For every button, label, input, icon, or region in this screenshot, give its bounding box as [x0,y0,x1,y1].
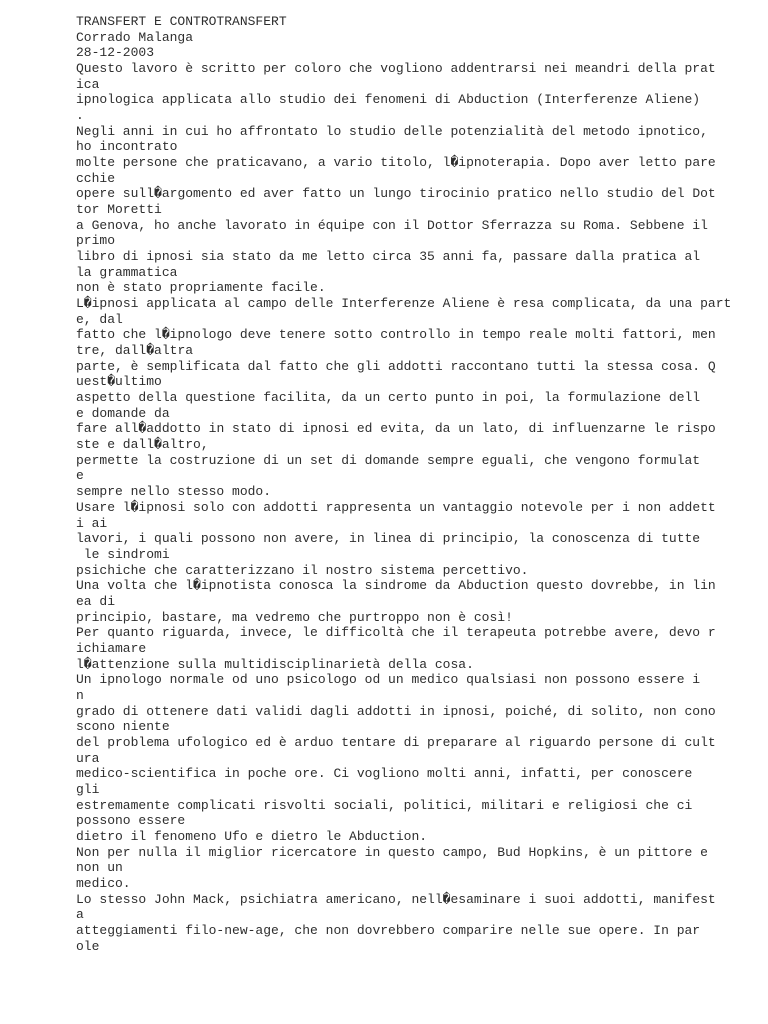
text-line: Non per nulla il miglior ricercatore in questo campo, Bud Hopkins, è un pittore e [76,844,708,860]
text-line: ica [76,76,100,92]
text-line: uest�ultimo [76,374,162,390]
text-line: scono niente [76,719,170,735]
text-line: tor Moretti [76,202,162,218]
text-line: tre, dall�altra [76,343,194,359]
text-line: a [76,907,84,923]
text-line: parte, è semplificata dal fatto che gli addotti raccontano tutti la stessa cosa. Q [76,358,716,374]
text-line: TRANSFERT E CONTROTRANSFERT [76,14,287,29]
text-line: ste e dall�altro, [76,437,209,453]
text-line: fatto che l�ipnologo deve tenere sotto controllo in tempo reale molti fattori, men [76,327,716,343]
text-line: la grammatica [76,264,178,280]
text-line: ura [76,750,100,766]
text-line: e [76,468,84,484]
text-line: a Genova, ho anche lavorato in équipe con il Dottor Sferrazza su Roma. Sebbene il [76,217,708,233]
text-line: opere sull�argomento ed aver fatto un lungo tirocinio pratico nello studio del Dot [76,186,716,202]
text-line: e, dal [76,311,123,327]
text-line: Per quanto riguarda, invece, le difficoltà che il terapeuta potrebbe avere, devo r [76,625,716,641]
text-line: ichiamare [76,640,147,656]
text-line: medico. [76,875,131,891]
text-line: cchie [76,170,116,186]
text-line: le sindromi [76,546,170,562]
text-line: aspetto della questione facilita, da un certo punto in poi, la formulazione dell [76,390,701,406]
text-line: Negli anni in cui ho affrontato lo studio delle potenzialità del metodo ipnotico, [76,123,708,139]
text-line: grado di ottenere dati validi dagli addotti in ipnosi, poiché, di solito, non cono [76,703,716,719]
text-line: Un ipnologo normale od uno psicologo od un medico qualsiasi non possono essere i [76,672,701,688]
text-line: psichiche che caratterizzano il nostro sistema percettivo. [76,562,529,578]
text-line: del problema ufologico ed è arduo tentare di preparare al riguardo persone di cult [76,734,716,750]
text-line: . [76,108,84,124]
document-text [76,14,736,954]
text-line: L�ipnosi applicata al campo delle Interferenze Aliene è resa complicata, da una part [76,296,732,312]
text-line: principio, bastare, ma vedremo che purtroppo non è così! [76,609,513,625]
text-line: molte persone che praticavano, a vario titolo, l�ipnoterapia. Dopo aver letto pare [76,155,716,171]
text-line: gli [76,781,100,797]
text-line: possono essere [76,813,186,829]
text-line: sempre nello stesso modo. [76,484,272,500]
text-line: ea di [76,593,116,609]
text-line: l�attenzione sulla multidisciplinarietà della cosa. [76,656,474,672]
text-line: medico-scientifica in poche ore. Ci vogliono molti anni, infatti, per conoscere [76,766,693,782]
text-line: fare all�addotto in stato di ipnosi ed evita, da un lato, di influenzarne le rispo [76,421,716,437]
text-line: ole [76,938,100,954]
text-line: primo [76,233,116,249]
text-line: non è stato propriamente facile. [76,280,326,296]
text-line: e domande da [76,405,170,421]
text-line: ho incontrato [76,139,178,155]
text-line: Usare l�ipnosi solo con addotti rappresenta un vantaggio notevole per i non addett [76,499,716,515]
text-line: permette la costruzione di un set di domande sempre eguali, che vengono formulat [76,452,701,468]
text-line: libro di ipnosi sia stato da me letto circa 35 anni fa, passare dalla pratica al [76,249,701,265]
text-line: dietro il fenomeno Ufo e dietro le Abduction. [76,828,428,844]
text-line: Questo lavoro è scritto per coloro che vogliono addentrarsi nei meandri della prat [76,61,716,77]
text-line: 28-12-2003 [76,45,155,61]
text-line: non un [76,860,123,876]
text-line: Una volta che l�ipnotista conosca la sindrome da Abduction questo dovrebbe, in lin [76,578,716,594]
text-line: Corrado Malanga [76,29,194,45]
text-line: estremamente complicati risvolti sociali, politici, militari e religiosi che ci [76,797,693,813]
text-line: i ai [76,515,108,531]
text-line: ipnologica applicata allo studio dei fenomeni di Abduction (Interferenze Aliene) [76,92,701,108]
text-line: lavori, i quali possono non avere, in linea di principio, la conoscenza di tutte [76,531,701,547]
text-line: atteggiamenti filo-new-age, che non dovrebbero comparire nelle sue opere. In par [76,922,701,938]
text-line: n [76,687,84,703]
text-line: Lo stesso John Mack, psichiatra americano, nell�esaminare i suoi addotti, manifest [76,891,716,907]
